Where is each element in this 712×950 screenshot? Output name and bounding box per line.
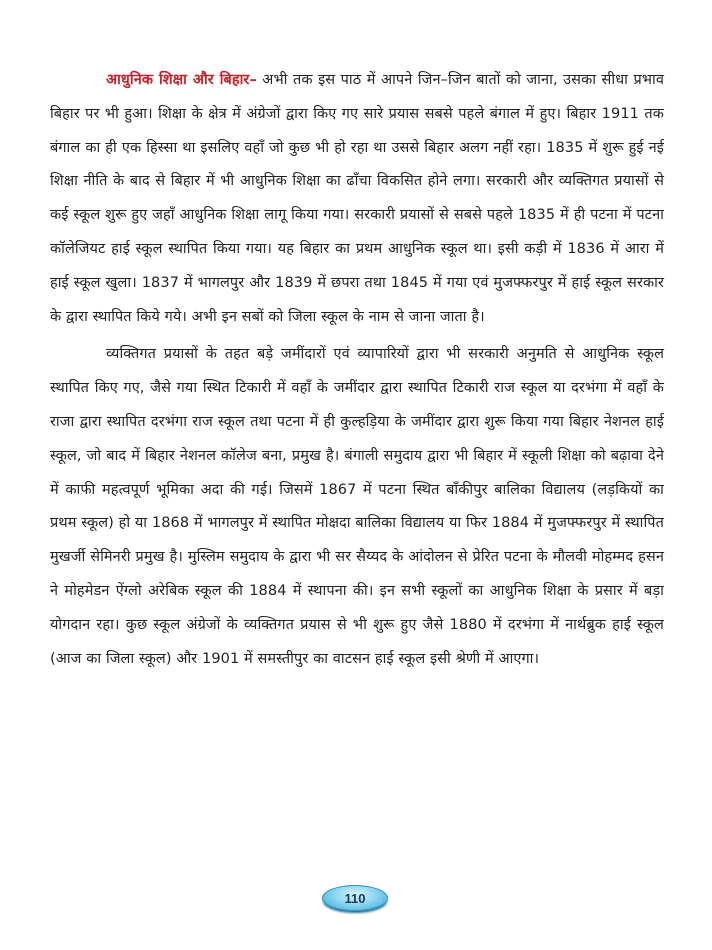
page-number: 110 [344, 890, 366, 906]
page-number-badge [322, 885, 388, 911]
section-heading: आधुनिक शिक्षा और बिहार– [106, 72, 257, 88]
paragraph-2: व्यक्तिगत प्रयासों के तहत बड़े जमींदारों एवं व्यापारियों द्वारा भी सरकारी अनुमति से आधुनिक स्कूल स्थापित किए गए, जैसे गया स्थित टिकारी में वहाँ के जमींदार द्वारा स्थापित टिकारी राज स्कूल या दरभंगा में वहाँ के राजा द्वारा स्थापित दरभंगा राज स्कूल तथा पटना में ही कुल्हड़िया के जमींदार द्वारा शुरू किया गया बिहार नेशनल हाई स्कूल, जो बाद में बिहार नेशनल कॉलेज बना, प्रमुख है। बंगाली समुदाय द्वारा भी बिहार में स्कूली शिक्षा को बढ़ावा देने में काफी महत्वपूर्ण भूमिका अदा की गई। जिसमें 1867 में पटना स्थित बाँकीपुर बालिका विद्यालय (लड़कियों का प्रथम स्कूल) हो या 1868 में भागलपुर में स्थापित मोक्षदा बालिका विद्यालय या फिर 1884 में मुजफ्फरपुर में स्थापित मुखर्जी सेमिनरी प्रमुख है। मुस्लिम समुदाय के द्वारा भी सर सैय्यद के आंदोलन से प्रेरित पटना के मौलवी मोहम्मद हसन ने मोहमेडन ऐंग्लो अरेबिक स्कूल की 1884 में स्थापना की। इन सभी स्कूलों का आधुनिक शिक्षा के प्रसार में बड़ा योगदान रहा। कुछ स्कूल अंग्रेजों के व्यक्तिगत प्रयास से भी शुरू हुए जैसे 1880 में दरभंगा में नार्थब्रुक हाई स्कूल (आज का जिला स्कूल) और 1901 में समस्तीपुर का वाटसन हाई स्कूल इसी श्रेणी में आएगा। [50, 346, 664, 667]
paragraph-1 [50, 64, 664, 334]
page-footer [0, 885, 712, 925]
document-body [50, 64, 664, 676]
paragraph-1-text: अभी तक इस पाठ में आपने जिन–जिन बातों को जाना, उसका सीधा प्रभाव बिहार पर भी हुआ। शिक्षा के क्षेत्र में अंग्रेजों द्वारा किए गए सारे प्रयास सबसे पहले बंगाल में हुए। बिहार 1911 तक बंगाल का ही एक हिस्सा था इसलिए वहाँ जो कुछ भी हो रहा था उससे बिहार अलग नहीं रहा। 1835 में शुरू हुई नई शिक्षा नीति के बाद से बिहार में भी आधुनिक शिक्षा का ढाँचा विकसित होने लगा। सरकारी और व्यक्तिगत प्रयासों से कई स्कूल शुरू हुए जहाँ आधुनिक शिक्षा लागू किया गया। सरकारी प्रयासों से सबसे पहले 1835 में ही पटना में पटना कॉलेजियट हाई स्कूल स्थापित किया गया। यह बिहार का प्रथम आधुनिक स्कूल था। इसी कड़ी में 1836 में आरा में हाई स्कूल खुला। 1837 में भागलपुर और 1839 में छपरा तथा 1845 में गया एवं मुजफ्फरपुर में हाई स्कूल सरकार के द्वारा स्थापित किये गये। अभी इन सबों को जिला स्कूल के नाम से जाना जाता है। [50, 72, 665, 325]
